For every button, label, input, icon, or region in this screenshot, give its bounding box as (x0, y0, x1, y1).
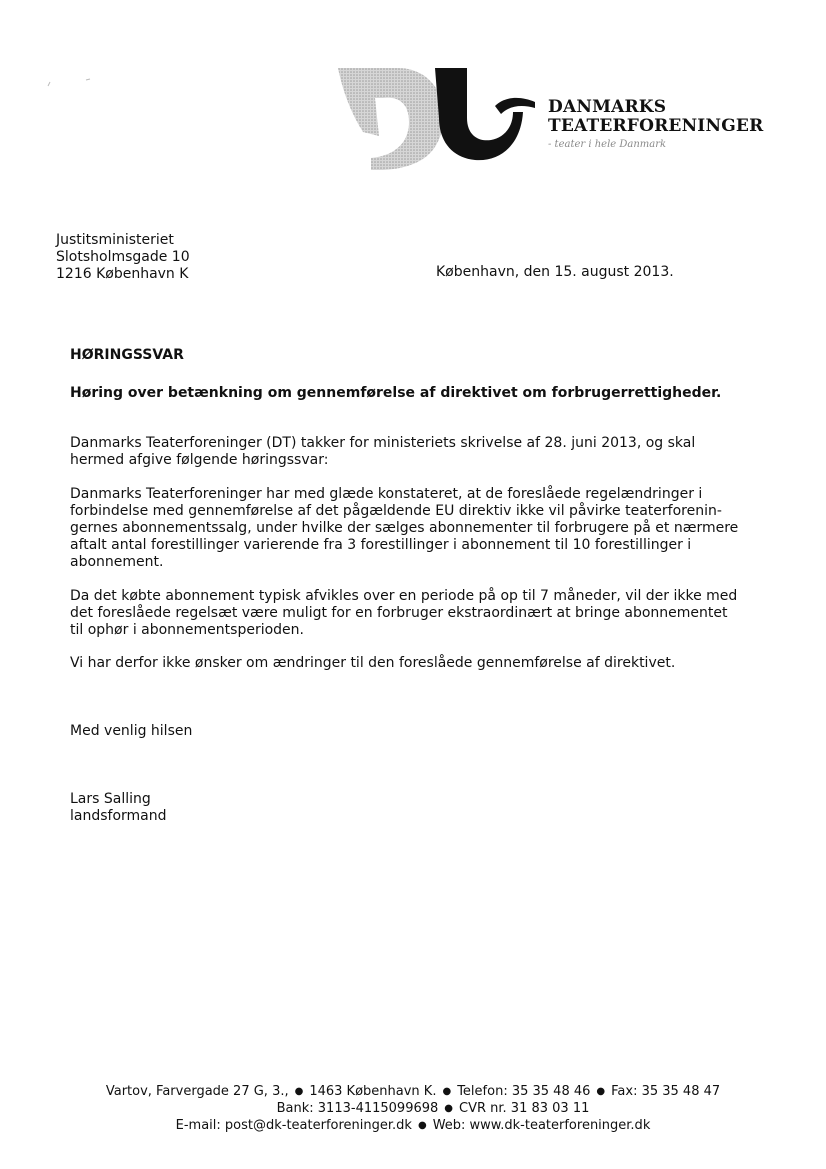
org-name-line1: DANMARKS (548, 97, 667, 117)
closing-greeting: Med venlig hilsen (70, 723, 193, 739)
organization-logo (335, 62, 764, 182)
body-line: Da det købte abonnement typisk afvikles over en periode på op til 7 måneder, vil der ikke med (70, 588, 738, 604)
body-line: til ophør i abonnementsperioden. (70, 622, 304, 638)
body-line: gernes abonnementssalg, under hvilke der sælges abonnementer til forbrugere på et nærmere (70, 520, 739, 536)
bullet-icon: ● (444, 1103, 454, 1114)
body-line: aftalt antal forestillinger varierende fra 3 forestillinger i abonnement til 10 forestillinger i (70, 537, 692, 553)
recipient-address (56, 232, 190, 283)
body-paragraph-1 (70, 435, 695, 469)
bullet-icon: ● (417, 1120, 427, 1131)
body-paragraph-3 (70, 588, 737, 639)
body-line: Danmarks Teaterforeninger (DT) takker for ministeriets skrivelse af 28. juni 2013, og skal (70, 435, 696, 451)
org-tagline: - teater i hele Danmark (548, 139, 667, 150)
body-line: Danmarks Teaterforeninger har med glæde konstateret, at de foreslåede regelændringer i (70, 486, 703, 502)
recipient-street: Slotsholmsgade 10 (56, 249, 190, 265)
footer-address: Vartov, Farvergade 27 G, 3., (105, 1084, 289, 1099)
letterhead-footer (0, 1084, 826, 1135)
body-line: abonnement. (70, 554, 164, 570)
dt-logo-mark-icon (335, 62, 535, 174)
body-line: hermed afgive følgende høringssvar: (70, 452, 329, 468)
letter-subject: Høring over betænkning om gennemførelse af direktivet om forbrugerrettigheder. (70, 385, 722, 401)
footer-phone: Telefon: 35 35 48 46 (457, 1084, 591, 1099)
scan-artifact-marks (46, 76, 106, 90)
letter-date: København, den 15. august 2013. (436, 264, 674, 280)
bullet-icon: ● (294, 1086, 304, 1097)
bullet-icon: ● (442, 1086, 452, 1097)
recipient-name: Justitsministeriet (56, 232, 174, 248)
footer-line-3 (0, 1118, 826, 1135)
org-name-line2: TEATERFORENINGER (548, 116, 764, 136)
footer-fax: Fax: 35 35 48 47 (611, 1084, 721, 1099)
footer-cvr: CVR nr. 31 83 03 11 (459, 1101, 590, 1116)
letter-heading: HØRINGSSVAR (70, 347, 184, 363)
footer-email[interactable]: E-mail: post@dk-teaterforeninger.dk (175, 1118, 412, 1133)
signer-title: landsformand (70, 808, 167, 824)
footer-line-2 (0, 1101, 826, 1118)
footer-web[interactable]: Web: www.dk-teaterforeninger.dk (432, 1118, 651, 1133)
body-paragraph-2 (70, 486, 738, 571)
bullet-icon: ● (596, 1086, 606, 1097)
footer-line-1 (0, 1084, 826, 1101)
body-line: det foreslåede regelsæt være muligt for en forbruger ekstraordinært at bringe abonnementet (70, 605, 728, 621)
body-line: Vi har derfor ikke ønsker om ændringer til den foreslåede gennemførelse af direktivet. (70, 655, 676, 671)
footer-postal: 1463 København K. (309, 1084, 437, 1099)
body-line: forbindelse med gennemførelse af det pågældende EU direktiv ikke vil påvirke teaterforenin- (70, 503, 722, 519)
signer-name: Lars Salling (70, 791, 151, 807)
recipient-city: 1216 København K (56, 266, 189, 282)
signature-block (70, 791, 167, 825)
footer-bank: Bank: 3113-4115099698 (276, 1101, 439, 1116)
body-paragraph-4 (70, 655, 675, 672)
